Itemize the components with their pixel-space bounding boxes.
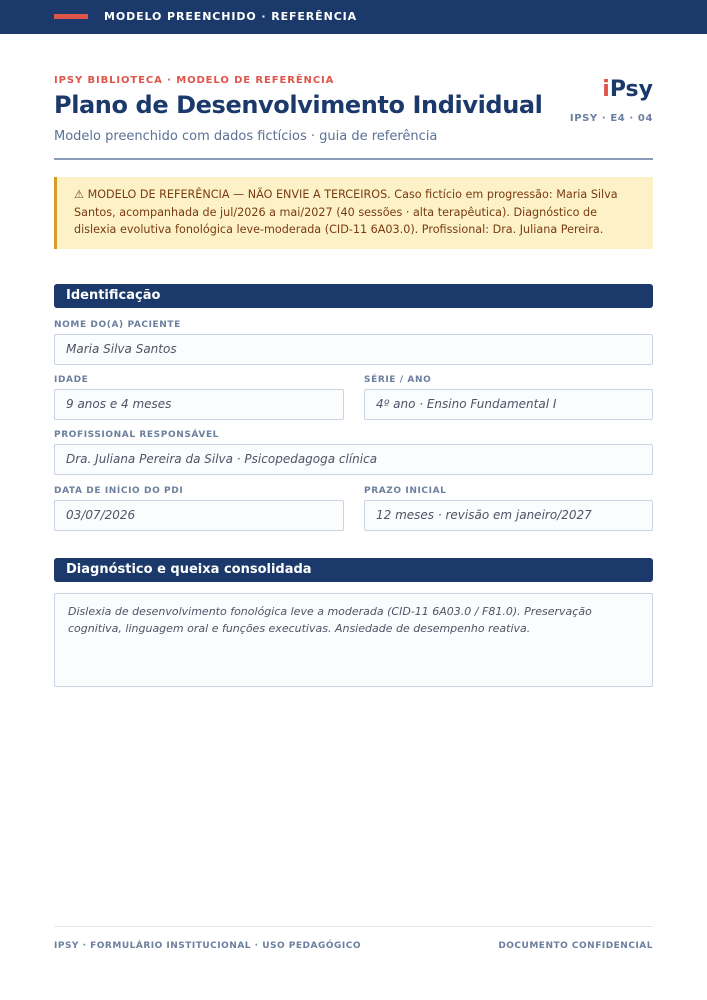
patient-name-label: NOME DO(A) PACIENTE	[54, 320, 181, 330]
document-subtitle: Modelo preenchido com dados fictícios · guia de referência	[54, 129, 438, 144]
start-date-field[interactable]: 03/07/2026	[54, 500, 344, 531]
diagnosis-textarea[interactable]: Dislexia de desenvolvimento fonológica leve a moderada (CID-11 6A03.0 / F81.0). Preservação cognitiva, linguagem oral e funções executivas. Ansiedade de desempenho reativa.	[54, 593, 653, 687]
patient-name-field[interactable]: Maria Silva Santos	[54, 334, 653, 365]
brand-logo	[602, 77, 653, 102]
banner-accent-bar	[54, 14, 88, 19]
start-date-label: DATA DE INÍCIO DO PDI	[54, 486, 184, 496]
footer-left-text: IPSY · FORMULÁRIO INSTITUCIONAL · USO PEDAGÓGICO	[54, 941, 361, 951]
age-field[interactable]: 9 anos e 4 meses	[54, 389, 344, 420]
banner-label: MODELO PREENCHIDO · REFERÊNCIA	[104, 10, 358, 23]
reference-notice	[54, 177, 653, 249]
brand-logo-text: Psy	[609, 77, 653, 102]
top-banner	[0, 0, 707, 34]
initial-term-label: PRAZO INICIAL	[364, 486, 447, 496]
professional-label: PROFISSIONAL RESPONSÁVEL	[54, 430, 220, 440]
grade-field[interactable]: 4º ano · Ensino Fundamental I	[364, 389, 653, 420]
professional-field[interactable]: Dra. Juliana Pereira da Silva · Psicopedagoga clínica	[54, 444, 653, 475]
footer-divider	[54, 926, 653, 927]
document-code: IPSY · E4 · 04	[569, 113, 653, 124]
section-identificacao-heading: Identificação	[54, 284, 653, 308]
footer-right-text: DOCUMENTO CONFIDENCIAL	[498, 941, 653, 951]
grade-label: SÉRIE / ANO	[364, 375, 432, 385]
age-label: IDADE	[54, 375, 89, 385]
brand-logo-i: i	[602, 77, 610, 102]
notice-text: ⚠ MODELO DE REFERÊNCIA — NÃO ENVIE A TERCEIROS. Caso fictício em progressão: Maria Silva Santos, acompanhada de jul/2026 a mai/2027 (40 sessões · alta terapêutica). Diagnóstico de dislexia evolutiva fonológica leve-moderada (CID-11 6A03.0). Profissional: Dra. Juliana Pereira.	[74, 188, 618, 236]
header-divider	[54, 158, 653, 160]
section-diagnostico-heading: Diagnóstico e queixa consolidada	[54, 558, 653, 582]
document-eyebrow: IPSY BIBLIOTECA · MODELO DE REFERÊNCIA	[54, 75, 335, 86]
document-title: Plano de Desenvolvimento Individual	[54, 91, 543, 119]
initial-term-field[interactable]: 12 meses · revisão em janeiro/2027	[364, 500, 653, 531]
